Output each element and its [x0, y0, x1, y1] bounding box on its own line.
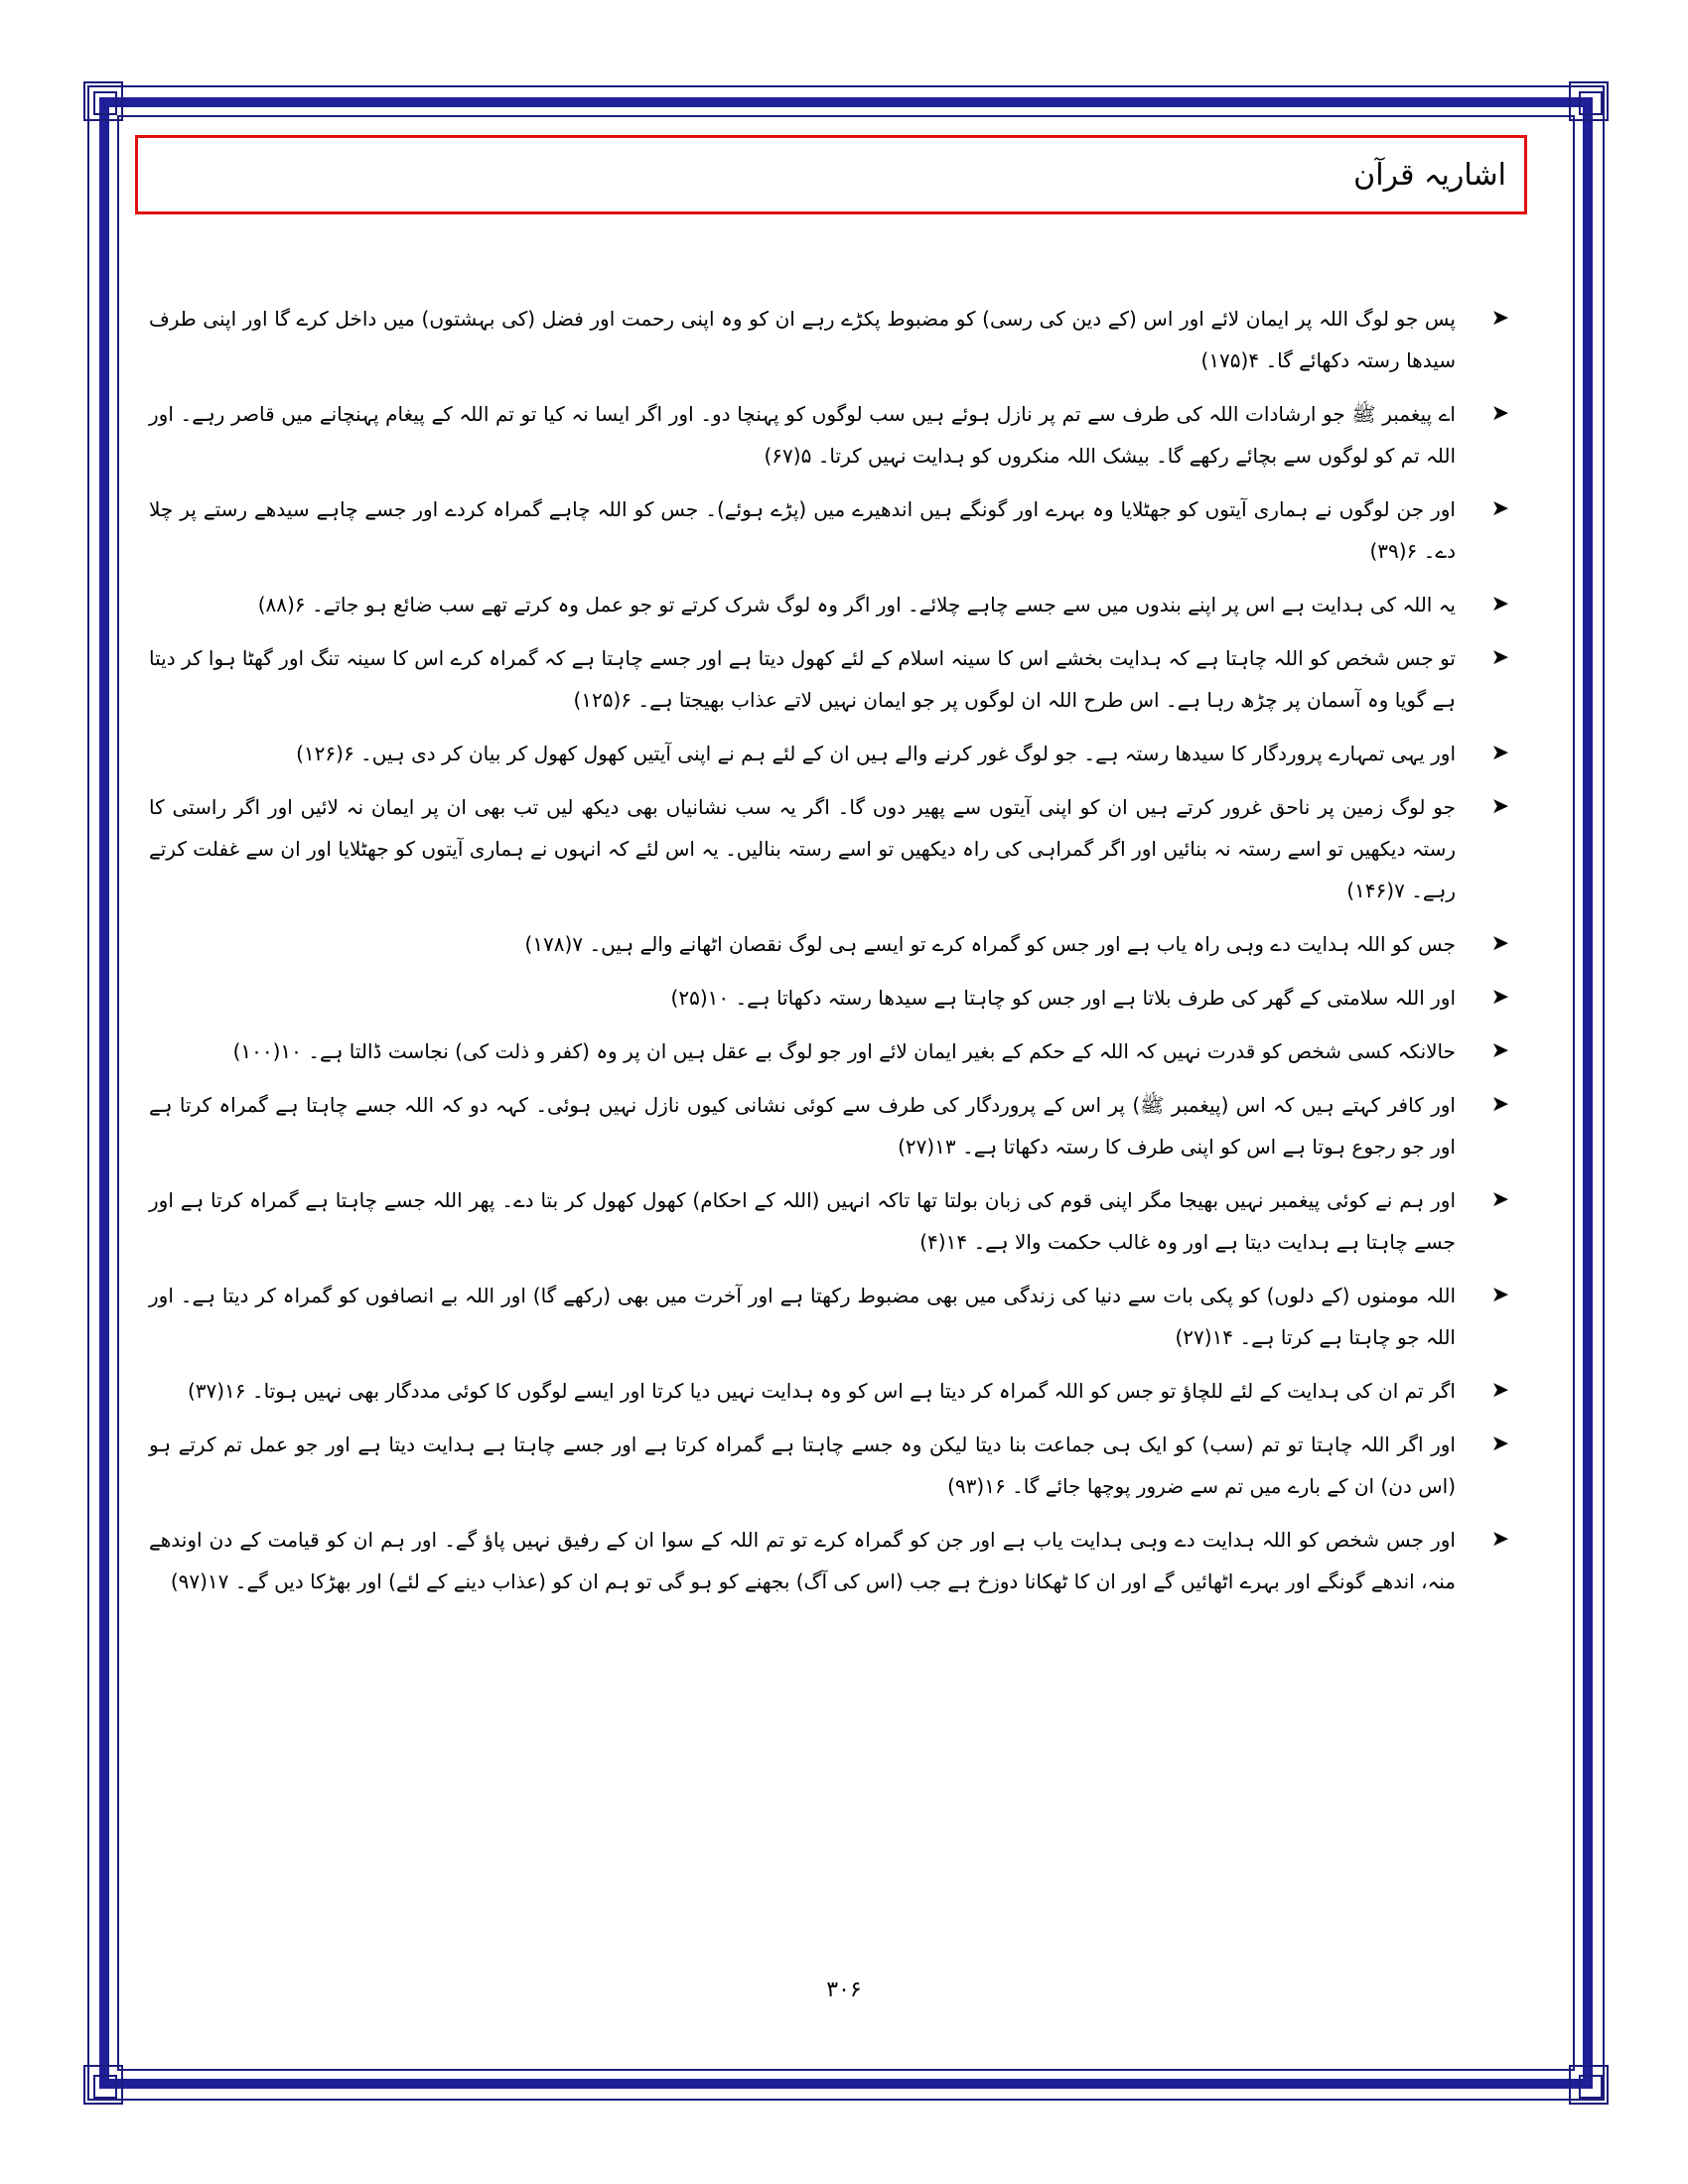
arrow-bullet-icon: ➤	[1490, 496, 1509, 521]
entry-text: یہ اللہ کی ہدایت ہے اس پر اپنے بندوں میں سے جسے چاہے چلائے۔ اور اگر وہ لوگ شرک کرتے تو جو عمل وہ کرتے تھے سب ضائع ہو جاتے۔ ۶(۸۸)	[257, 593, 1456, 616]
list-item	[149, 393, 1509, 477]
arrow-bullet-icon: ➤	[1490, 1283, 1509, 1307]
entry-text: اور جس شخص کو اللہ ہدایت دے وہی ہدایت یاب ہے اور جن کو گمراہ کرے تو تم اللہ کے سوا ان کے رفیق نہیں پاؤ گے۔ اور ہم ان کو قیامت کے دن اوندھے منہ، اندھے گونگے اور بہرے اٹھائیں گے اور ان کا ٹھکانا دوزخ ہے جب (اس کی آگ) بجھنے کو ہو گی تو ہم ان کو (عذاب دینے کے لئے) اور بھڑکا دیں گے۔ ۱۷(۹۷)	[149, 1528, 1456, 1593]
entry-text: جو لوگ زمین پر ناحق غرور کرتے ہیں ان کو اپنی آیتوں سے پھیر دوں گا۔ اگر یہ سب نشانیاں بھی دیکھ لیں تب بھی ان پر ایمان نہ لائیں اور اگر راستی کا رستہ دیکھیں تو اسے رستہ نہ بنائیں اور اگر گمراہی کی راہ دیکھیں تو اسے رستہ بنالیں۔ یہ اس لئے کہ انہوں نے ہماری آیتوں کو جھٹلایا اور ان سے غفلت کرتے رہے۔ ۷(۱۴۶)	[149, 795, 1456, 902]
entry-text: اور کافر کہتے ہیں کہ اس (پیغمبر ﷺ) پر اس کے پروردگار کی طرف سے کوئی نشانی کیوں نازل نہیں ہوئی۔ کہہ دو کہ اللہ جسے چاہتا ہے گمراہ کرتا ہے اور جو رجوع ہوتا ہے اس کو اپنی طرف کا رستہ دکھاتا ہے۔ ۱۳(۲۷)	[149, 1093, 1456, 1159]
entry-text: اللہ مومنوں (کے دلوں) کو پکی بات سے دنیا کی زندگی میں بھی مضبوط رکھتا ہے اور آخرت میں بھی (رکھے گا) اور اللہ بے انصافوں کو گمراہ کر دیتا ہے۔ اور اللہ جو چاہتا ہے کرتا ہے۔ ۱۴(۲۷)	[149, 1284, 1456, 1349]
arrow-bullet-icon: ➤	[1490, 645, 1509, 670]
list-item	[149, 1030, 1509, 1072]
arrow-bullet-icon: ➤	[1490, 931, 1509, 956]
list-item	[149, 1370, 1509, 1412]
frame-corner-bottom-left	[83, 2065, 123, 2105]
entry-text: تو جس شخص کو اللہ چاہتا ہے کہ ہدایت بخشے اس کا سینہ اسلام کے لئے کھول دیتا ہے اور جسے چاہتا ہے کہ گمراہ کرے اس کا سینہ تنگ اور گھٹا ہوا کر دیتا ہے گویا وہ آسمان پر چڑھ رہا ہے۔ اس طرح اللہ ان لوگوں پر جو ایمان نہیں لاتے عذاب بھیجتا ہے۔ ۶(۱۲۵)	[149, 646, 1456, 712]
entry-text: اور یہی تمہارے پروردگار کا سیدھا رستہ ہے۔ جو لوگ غور کرنے والے ہیں ان کے لئے ہم نے اپنی آیتیں کھول کھول کر بیان کر دی ہیں۔ ۶(۱۲۶)	[296, 742, 1456, 765]
list-item	[149, 733, 1509, 774]
entry-text: اور اگر اللہ چاہتا تو تم (سب) کو ایک ہی جماعت بنا دیتا لیکن وہ جسے چاہتا ہے گمراہ کرتا ہے اور جسے چاہتا ہے ہدایت دیتا ہے اور جو عمل تم کرتے ہو (اس دن) ان کے بارے میں تم سے ضرور پوچھا جائے گا۔ ۱۶(۹۳)	[149, 1433, 1456, 1498]
list-item	[149, 584, 1509, 625]
entry-text: اور ہم نے کوئی پیغمبر نہیں بھیجا مگر اپنی قوم کی زبان بولتا تھا تاکہ انہیں (اللہ کے احکام) کھول کھول کر بتا دے۔ پھر اللہ جسے چاہتا ہے گمراہ کرتا ہے اور جسے چاہتا ہے ہدایت دیتا ہے اور وہ غالب حکمت والا ہے۔ ۱۴(۴)	[149, 1188, 1456, 1254]
list-item	[149, 637, 1509, 721]
list-item	[149, 1519, 1509, 1602]
frame-corner-bottom-right	[1569, 2065, 1609, 2105]
frame-corner-top-left	[83, 81, 123, 121]
list-item	[149, 1275, 1509, 1358]
arrow-bullet-icon: ➤	[1490, 1187, 1509, 1212]
list-item	[149, 298, 1509, 381]
page-header	[135, 135, 1527, 214]
arrow-bullet-icon: ➤	[1490, 794, 1509, 819]
page-number: ۳۰۶	[826, 1978, 862, 2002]
arrow-bullet-icon: ➤	[1490, 592, 1509, 616]
entry-text: اے پیغمبر ﷺ جو ارشادات اللہ کی طرف سے تم پر نازل ہوئے ہیں سب لوگوں کو پہنچا دو۔ اور اگر ایسا نہ کیا تو تم اللہ کے پیغام پہنچانے میں قاصر رہے۔ اور اللہ تم کو لوگوں سے بچائے رکھے گا۔ بیشک اللہ منکروں کو ہدایت نہیں کرتا۔ ۵(۶۷)	[149, 402, 1456, 468]
arrow-bullet-icon: ➤	[1490, 1378, 1509, 1403]
entry-text: اور اللہ سلامتی کے گھر کی طرف بلاتا ہے اور جس کو چاہتا ہے سیدھا رستہ دکھاتا ہے۔ ۱۰(۲۵)	[670, 986, 1456, 1010]
entry-text: اگر تم ان کی ہدایت کے لئے للچاؤ تو جس کو اللہ گمراہ کر دیتا ہے اس کو وہ ہدایت نہیں دیا کرتا اور ایسے لوگوں کا کوئی مددگار بھی نہیں ہوتا۔ ۱۶(۳۷)	[187, 1379, 1456, 1403]
list-item	[149, 1084, 1509, 1167]
list-item	[149, 1424, 1509, 1507]
arrow-bullet-icon: ➤	[1490, 1092, 1509, 1117]
list-item	[149, 1179, 1509, 1263]
arrow-bullet-icon: ➤	[1490, 401, 1509, 426]
index-entries-list	[149, 298, 1509, 1614]
list-item	[149, 786, 1509, 911]
list-item	[149, 923, 1509, 965]
arrow-bullet-icon: ➤	[1490, 1038, 1509, 1063]
arrow-bullet-icon: ➤	[1490, 741, 1509, 765]
arrow-bullet-icon: ➤	[1490, 985, 1509, 1010]
entry-text: حالانکہ کسی شخص کو قدرت نہیں کہ اللہ کے حکم کے بغیر ایمان لائے اور جو لوگ بے عقل ہیں ان پر وہ (کفر و ذلت کی) نجاست ڈالتا ہے۔ ۱۰(۱۰۰)	[232, 1039, 1456, 1063]
entry-text: پس جو لوگ اللہ پر ایمان لائے اور اس (کے دین کی رسی) کو مضبوط پکڑے رہے ان کو وہ اپنی رحمت اور فضل (کی بہشتوں) میں داخل کرے گا اور اپنی طرف سیدھا رستہ دکھائے گا۔ ۴(۱۷۵)	[149, 307, 1456, 372]
arrow-bullet-icon: ➤	[1490, 1527, 1509, 1552]
entry-text: اور جن لوگوں نے ہماری آیتوں کو جھٹلایا وہ بہرے اور گونگے ہیں اندھیرے میں (پڑے ہوئے)۔ جس کو اللہ چاہے گمراہ کردے اور جسے چاہے سیدھے رستے پر چلا دے۔ ۶(۳۹)	[149, 497, 1456, 563]
arrow-bullet-icon: ➤	[1490, 306, 1509, 331]
arrow-bullet-icon: ➤	[1490, 1432, 1509, 1456]
list-item	[149, 488, 1509, 572]
list-item	[149, 977, 1509, 1019]
frame-corner-top-right	[1569, 81, 1609, 121]
page-title: اشاریہ قرآن	[1353, 157, 1506, 193]
entry-text: جس کو اللہ ہدایت دے وہی راہ یاب ہے اور جس کو گمراہ کرے تو ایسے ہی لوگ نقصان اٹھانے والے ہیں۔ ۷(۱۷۸)	[524, 932, 1456, 956]
